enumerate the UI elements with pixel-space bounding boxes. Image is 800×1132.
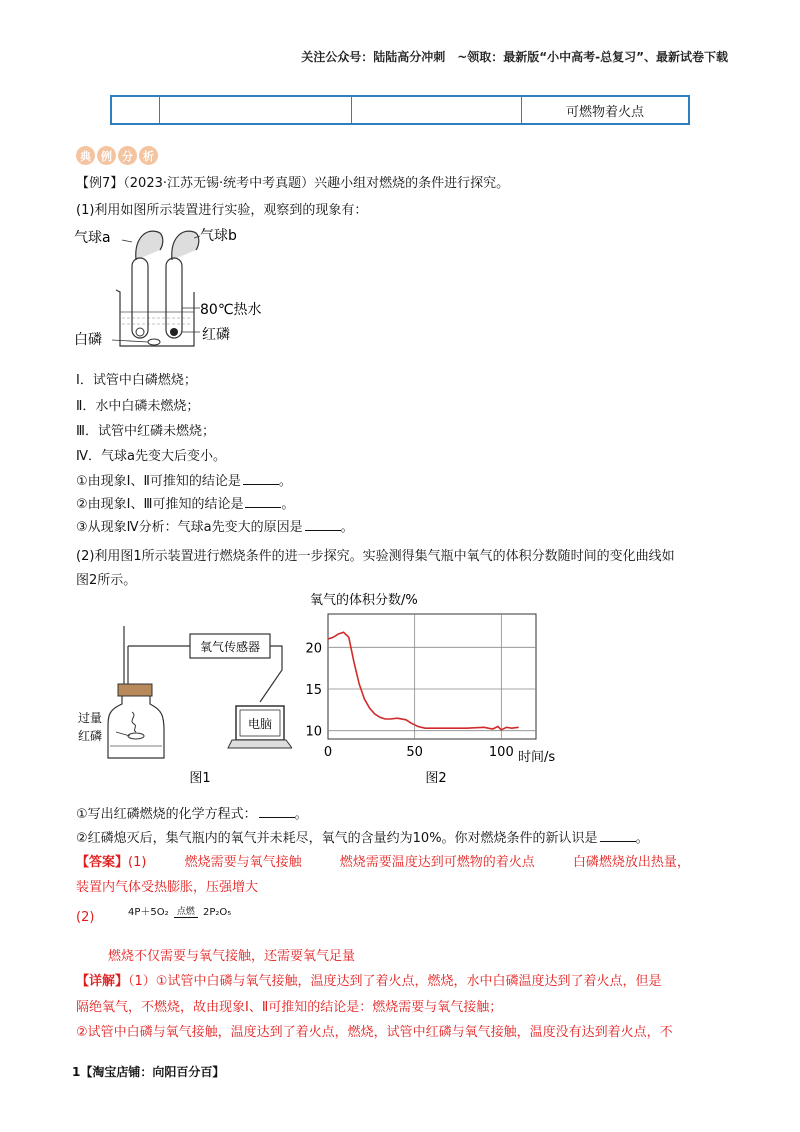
observation-4: Ⅳ．气球a先变大后变小。 (76, 449, 226, 464)
figure-2-chart (296, 588, 566, 792)
red-phosphorus-label-fig1: 红磷 (78, 729, 103, 743)
plot-frame (328, 614, 536, 739)
test-tube-b (166, 258, 182, 338)
computer-label: 电脑 (247, 717, 273, 731)
gas-bottle (108, 696, 164, 758)
answer-label: 【答案】 (76, 855, 129, 870)
q1-intro: (1)利用如图所示装置进行实验，观察到的现象有： (76, 203, 368, 218)
badge-char: 例 (97, 146, 116, 165)
detail-line-1: 【详解】（1）①试管中白磷与氧气接触，温度达到了着火点，燃烧，水中白磷温度达到了着火点，但是 (76, 974, 662, 989)
detail-line-2: 隔绝氧气，不燃烧，故由现象Ⅰ、Ⅱ可推知的结论是：燃烧需要与氧气接触； (76, 1000, 503, 1015)
chart-xlabel: 时间/s (518, 750, 556, 765)
red-phosphorus-label: 红磷 (202, 327, 230, 343)
y-tick-label: 20 (305, 641, 322, 657)
test-tube-a (132, 258, 148, 338)
sub-question-1: ①由现象Ⅰ、Ⅱ可推知的结论是 。 (76, 474, 292, 489)
answer-blank (305, 530, 341, 531)
red-phosphorus-in-tube (170, 328, 178, 336)
page-footer: 1【淘宝店铺：向阳百分百】 (72, 1065, 225, 1079)
answer-blank (600, 841, 636, 842)
white-phosphorus-in-tube (136, 328, 144, 336)
x-tick-label: 100 (488, 745, 514, 760)
badge-char: 典 (76, 146, 95, 165)
q2-sub-1: ①写出红磷燃烧的化学方程式： 。 (76, 807, 308, 822)
balloon-b-label: 气球b (200, 228, 237, 244)
observation-3: Ⅲ．试管中红磷未燃烧； (76, 424, 215, 439)
top-table-row (110, 95, 690, 125)
x-tick-label: 0 (323, 745, 333, 760)
q2-intro-line2: 图2所示。 (76, 573, 137, 588)
oxygen-fraction-line (328, 632, 519, 730)
answer-blank (243, 484, 279, 485)
hot-water-label: 80℃热水 (200, 302, 262, 318)
badge-char: 析 (139, 146, 158, 165)
balloon-a (136, 231, 163, 260)
sub-question-2: ②由现象Ⅰ、Ⅲ可推知的结论是 。 (76, 497, 295, 512)
balloon-b (172, 231, 199, 260)
detail-label: 【详解】 (76, 974, 129, 989)
answer-line-1: 【答案】(1) 燃烧需要与氧气接触 燃烧需要温度达到可燃物的着火点 白磷燃烧放出热量， (76, 855, 690, 870)
example-title: 【例7】（2023·江苏无锡·统考中考真题）兴趣小组对燃烧的条件进行探究。 (76, 176, 510, 191)
q2-intro-line1: (2)利用图1所示装置进行燃烧条件的进一步探究。实验测得集气瓶中氧气的体积分数随时间的变化曲线如 (76, 549, 675, 564)
observation-1: Ⅰ．试管中白磷燃烧； (76, 373, 197, 388)
white-phosphorus-in-water (148, 339, 160, 345)
table-cell (112, 97, 160, 123)
answer-blank (259, 817, 295, 818)
bottle-stopper (118, 684, 152, 696)
figure-2-caption: 图2 (425, 771, 447, 786)
chemical-equation: 4P＋5O₂ 点燃 2P₂O₅ (128, 903, 231, 918)
equation-condition: 点燃 (174, 904, 198, 918)
answer-q2-number: (2) (76, 910, 95, 925)
balloon-a-label: 气球a (74, 230, 111, 246)
oxygen-sensor-label: 氧气传感器 (199, 640, 261, 654)
section-badge (76, 146, 160, 165)
y-tick-label: 10 (305, 724, 322, 740)
badge-char: 分 (118, 146, 137, 165)
observation-2: Ⅱ．水中白磷未燃烧； (76, 399, 200, 414)
table-cell (352, 97, 522, 123)
page-header: 关注公众号：陆陆高分冲刺 ~领取：最新版“小中高考-总复习”、最新试卷下载 (301, 50, 728, 64)
detail-line-3: ②试管中白磷与氧气接触，温度达到了着火点，燃烧，试管中红磷与氧气接触，温度没有达到着火点，不 (76, 1025, 673, 1040)
computer-keyboard (228, 740, 292, 748)
white-phosphorus-label: 白磷 (74, 332, 102, 348)
table-cell: 可燃物着火点 (565, 104, 644, 120)
y-tick-label: 15 (305, 683, 322, 698)
q2-sub-2: ②红磷熄灭后，集气瓶内的氧气并未耗尽，氧气的含量约为10%。你对燃烧条件的新认识是 。 (76, 831, 649, 846)
table-cell (160, 97, 352, 123)
figure-1-caption: 图1 (189, 771, 211, 786)
sub-question-3: ③从现象Ⅳ分析：气球a先变大的原因是 。 (76, 520, 354, 535)
test-tube-apparatus-figure (72, 220, 272, 355)
x-tick-label: 50 (406, 745, 423, 760)
chart-ylabel: 氧气的体积分数/% (310, 593, 418, 608)
figure-1-apparatus (72, 620, 292, 790)
answer-blank (245, 507, 281, 508)
excess-label: 过量 (78, 711, 103, 725)
answer-line-3: 燃烧不仅需要与氧气接触，还需要氧气足量 (108, 949, 356, 964)
answer-line-2: 装置内气体受热膨胀，压强增大 (76, 880, 259, 895)
